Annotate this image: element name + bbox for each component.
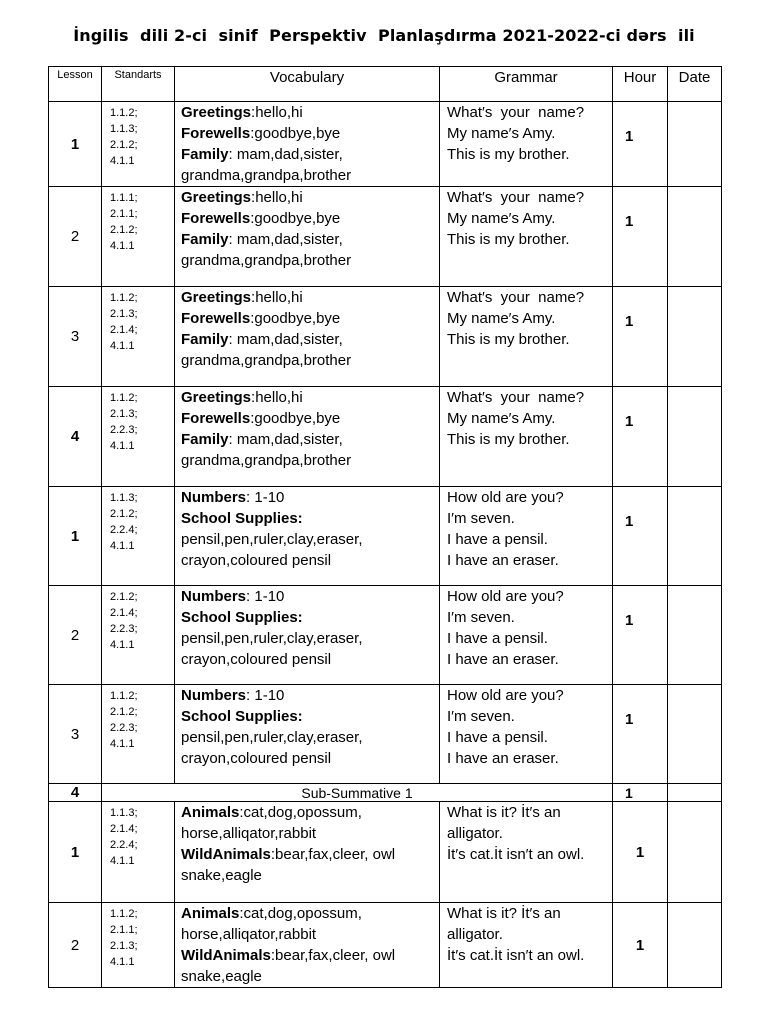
vocabulary-line xyxy=(181,144,439,165)
standard-code: 1.1.3; xyxy=(110,492,138,504)
table-body-2 xyxy=(49,802,722,988)
vocabulary-value: :hello,hi xyxy=(251,289,303,306)
grammar-line: I′m seven. xyxy=(447,510,515,527)
hour-cell: 1 xyxy=(613,187,668,287)
vocabulary-cell xyxy=(175,903,440,988)
vocabulary-line xyxy=(181,123,439,144)
vocabulary-key: Forewells xyxy=(181,310,251,327)
vocabulary-line xyxy=(181,508,439,529)
vocabulary-key: Forewells xyxy=(181,410,251,427)
vocabulary-cell xyxy=(175,287,440,387)
vocabulary-value: snake,eagle xyxy=(181,867,262,884)
hour-cell: 1 xyxy=(613,903,668,988)
lesson-cell: 2 xyxy=(49,187,102,287)
summative-hour: 1 xyxy=(613,784,668,802)
vocabulary-value: horse,alliqator,rabbit xyxy=(181,926,317,943)
standard-code: 2.2.4; xyxy=(110,524,138,536)
standard-code: 4.1.1 xyxy=(110,738,135,750)
vocabulary-value: :bear,fax,cleer, owl xyxy=(270,846,396,863)
vocabulary-line xyxy=(181,865,439,886)
standard-code: 2.2.3; xyxy=(110,623,138,635)
vocabulary-cell xyxy=(175,802,440,903)
vocabulary-line xyxy=(181,649,439,670)
summative-label: Sub-Summative 1 xyxy=(102,784,613,802)
standard-code: 1.1.2; xyxy=(110,908,138,920)
grammar-line: I have an eraser. xyxy=(447,552,559,569)
standards-cell xyxy=(102,685,175,784)
standard-code: 2.1.2; xyxy=(110,591,138,603)
grammar-line: I have a pensil. xyxy=(447,630,548,647)
vocabulary-cell xyxy=(175,685,440,784)
standard-code: 2.1.2; xyxy=(110,508,138,520)
vocabulary-key: Family xyxy=(181,146,229,163)
standard-code: 2.2.3; xyxy=(110,424,138,436)
date-cell xyxy=(668,903,722,988)
standard-code: 1.1.2; xyxy=(110,292,138,304)
standard-code: 2.1.3; xyxy=(110,308,138,320)
hour-cell: 1 xyxy=(613,387,668,487)
vocabulary-value: pensil,pen,ruler,clay,eraser, xyxy=(181,630,363,647)
header-row xyxy=(49,67,722,102)
standard-code: 1.1.3; xyxy=(110,123,138,135)
vocabulary-line xyxy=(181,966,439,987)
table-body-1 xyxy=(49,102,722,784)
vocabulary-cell xyxy=(175,586,440,685)
vocabulary-value: :bear,fax,cleer, owl xyxy=(270,947,396,964)
vocabulary-value: :goodbye,bye xyxy=(250,410,341,427)
standard-code: 4.1.1 xyxy=(110,240,135,252)
header-lesson: Lesson xyxy=(49,67,102,102)
grammar-line: I′m seven. xyxy=(447,609,515,626)
vocabulary-line xyxy=(181,924,439,945)
standard-code: 2.1.3; xyxy=(110,408,138,420)
grammar-line: alligator. xyxy=(447,825,503,842)
vocabulary-key: School Supplies: xyxy=(181,510,303,527)
standard-code: 2.1.2; xyxy=(110,706,138,718)
grammar-line: This is my brother. xyxy=(447,431,570,448)
vocabulary-line xyxy=(181,706,439,727)
grammar-cell xyxy=(440,102,613,187)
vocabulary-key: Animals xyxy=(181,905,240,922)
vocabulary-key: Family xyxy=(181,331,229,348)
standards-cell xyxy=(102,586,175,685)
vocabulary-line xyxy=(181,408,439,429)
grammar-line: What′s your name? xyxy=(447,104,585,121)
date-cell xyxy=(668,802,722,903)
vocabulary-value: :goodbye,bye xyxy=(250,125,341,142)
vocabulary-line xyxy=(181,387,439,408)
vocabulary-line xyxy=(181,550,439,571)
plan-table xyxy=(48,66,722,988)
vocabulary-value: : 1-10 xyxy=(246,588,285,605)
vocabulary-line xyxy=(181,308,439,329)
lesson-cell: 3 xyxy=(49,287,102,387)
grammar-cell xyxy=(440,685,613,784)
standard-code: 2.1.1; xyxy=(110,208,138,220)
vocabulary-value: pensil,pen,ruler,clay,eraser, xyxy=(181,531,363,548)
standard-code: 2.1.4; xyxy=(110,324,138,336)
vocabulary-cell xyxy=(175,102,440,187)
vocabulary-line xyxy=(181,429,439,450)
vocabulary-key: School Supplies: xyxy=(181,708,303,725)
vocabulary-line xyxy=(181,102,439,123)
standards-cell xyxy=(102,387,175,487)
vocabulary-value: :goodbye,bye xyxy=(250,310,341,327)
grammar-cell xyxy=(440,187,613,287)
grammar-cell xyxy=(440,287,613,387)
vocabulary-key: Greetings xyxy=(181,389,252,406)
vocabulary-line xyxy=(181,250,439,271)
vocabulary-value: : 1-10 xyxy=(246,489,285,506)
vocabulary-value: crayon,coloured pensil xyxy=(181,750,332,767)
standard-code: 4.1.1 xyxy=(110,340,135,352)
grammar-cell xyxy=(440,802,613,903)
hour-cell: 1 xyxy=(613,802,668,903)
standard-code: 4.1.1 xyxy=(110,540,135,552)
grammar-line: İt′s cat.İt isn′t an owl. xyxy=(447,846,585,863)
vocabulary-key: Animals xyxy=(181,804,240,821)
date-cell xyxy=(668,287,722,387)
standards-cell xyxy=(102,102,175,187)
standards-cell xyxy=(102,903,175,988)
vocabulary-key: Family xyxy=(181,431,229,448)
table-row xyxy=(49,487,722,586)
vocabulary-value: : mam,dad,sister, xyxy=(228,331,343,348)
vocabulary-key: Numbers xyxy=(181,489,247,506)
standard-code: 1.1.2; xyxy=(110,392,138,404)
vocabulary-value: : mam,dad,sister, xyxy=(228,431,343,448)
header-standards: Standarts xyxy=(102,67,175,102)
standard-code: 1.1.2; xyxy=(110,107,138,119)
standard-code: 2.1.3; xyxy=(110,940,138,952)
date-cell xyxy=(668,387,722,487)
vocabulary-value: grandma,grandpa,brother xyxy=(181,352,352,369)
vocabulary-key: WildAnimals xyxy=(181,947,271,964)
grammar-line: I have a pensil. xyxy=(447,729,548,746)
standard-code: 1.1.1; xyxy=(110,192,138,204)
standard-code: 2.1.2; xyxy=(110,139,138,151)
vocabulary-key: Family xyxy=(181,231,229,248)
date-cell xyxy=(668,685,722,784)
date-cell xyxy=(668,102,722,187)
vocabulary-line xyxy=(181,748,439,769)
vocabulary-line xyxy=(181,607,439,628)
hour-cell: 1 xyxy=(613,586,668,685)
standard-code: 1.1.2; xyxy=(110,690,138,702)
summative-lesson: 4 xyxy=(49,784,102,802)
vocabulary-value: : mam,dad,sister, xyxy=(228,146,343,163)
standard-code: 4.1.1 xyxy=(110,956,135,968)
standard-code: 2.2.4; xyxy=(110,839,138,851)
vocabulary-line xyxy=(181,487,439,508)
table-row xyxy=(49,586,722,685)
vocabulary-value: crayon,coloured pensil xyxy=(181,552,332,569)
grammar-line: What is it? İt′s an xyxy=(447,804,561,821)
table-row xyxy=(49,102,722,187)
table-row xyxy=(49,802,722,903)
vocabulary-cell xyxy=(175,387,440,487)
vocabulary-key: Forewells xyxy=(181,210,251,227)
grammar-cell xyxy=(440,586,613,685)
vocabulary-key: Greetings xyxy=(181,289,252,306)
vocabulary-line xyxy=(181,187,439,208)
vocabulary-value: :hello,hi xyxy=(251,104,303,121)
standard-code: 4.1.1 xyxy=(110,639,135,651)
grammar-line: I have a pensil. xyxy=(447,531,548,548)
grammar-line: This is my brother. xyxy=(447,231,570,248)
vocabulary-line xyxy=(181,208,439,229)
standard-code: 4.1.1 xyxy=(110,155,135,167)
vocabulary-value: grandma,grandpa,brother xyxy=(181,252,352,269)
grammar-line: What′s your name? xyxy=(447,189,585,206)
lesson-cell: 2 xyxy=(49,586,102,685)
grammar-line: How old are you? xyxy=(447,588,564,605)
hour-cell: 1 xyxy=(613,487,668,586)
vocabulary-value: : mam,dad,sister, xyxy=(228,231,343,248)
vocabulary-line xyxy=(181,450,439,471)
vocabulary-cell xyxy=(175,187,440,287)
grammar-line: What′s your name? xyxy=(447,289,585,306)
vocabulary-line xyxy=(181,945,439,966)
grammar-line: What′s your name? xyxy=(447,389,585,406)
grammar-line: My name′s Amy. xyxy=(447,410,556,427)
header-grammar: Grammar xyxy=(440,67,613,102)
vocabulary-value: :cat,dog,opossum, xyxy=(239,905,362,922)
vocabulary-key: School Supplies: xyxy=(181,609,303,626)
lesson-cell: 1 xyxy=(49,102,102,187)
hour-cell: 1 xyxy=(613,287,668,387)
vocabulary-line xyxy=(181,628,439,649)
vocabulary-value: : 1-10 xyxy=(246,687,285,704)
vocabulary-value: pensil,pen,ruler,clay,eraser, xyxy=(181,729,363,746)
vocabulary-line xyxy=(181,586,439,607)
grammar-line: I have an eraser. xyxy=(447,750,559,767)
grammar-line: This is my brother. xyxy=(447,146,570,163)
vocabulary-key: Forewells xyxy=(181,125,251,142)
summative-date xyxy=(668,784,722,802)
grammar-cell xyxy=(440,387,613,487)
vocabulary-value: grandma,grandpa,brother xyxy=(181,452,352,469)
date-cell xyxy=(668,187,722,287)
grammar-line: How old are you? xyxy=(447,489,564,506)
standard-code: 2.1.2; xyxy=(110,224,138,236)
vocabulary-line xyxy=(181,165,439,186)
vocabulary-line xyxy=(181,903,439,924)
grammar-line: What is it? İt′s an xyxy=(447,905,561,922)
header-date: Date xyxy=(668,67,722,102)
vocabulary-cell xyxy=(175,487,440,586)
vocabulary-line xyxy=(181,844,439,865)
header-vocabulary: Vocabulary xyxy=(175,67,440,102)
vocabulary-line xyxy=(181,350,439,371)
page-title: İngilis dili 2-ci sinif Perspektiv Planlaşdırma 2021-2022-ci dərs ili xyxy=(73,26,695,45)
grammar-line: alligator. xyxy=(447,926,503,943)
vocabulary-line xyxy=(181,727,439,748)
lesson-cell: 4 xyxy=(49,387,102,487)
grammar-cell xyxy=(440,487,613,586)
grammar-line: İt′s cat.İt isn′t an owl. xyxy=(447,947,585,964)
standard-code: 2.2.3; xyxy=(110,722,138,734)
vocabulary-key: Numbers xyxy=(181,687,247,704)
vocabulary-value: crayon,coloured pensil xyxy=(181,651,332,668)
lesson-cell: 3 xyxy=(49,685,102,784)
grammar-line: How old are you? xyxy=(447,687,564,704)
summative-section xyxy=(49,784,722,802)
table-row xyxy=(49,685,722,784)
grammar-line: My name′s Amy. xyxy=(447,125,556,142)
vocabulary-line xyxy=(181,329,439,350)
lesson-cell: 1 xyxy=(49,802,102,903)
vocabulary-value: horse,alliqator,rabbit xyxy=(181,825,317,842)
standards-cell xyxy=(102,487,175,586)
table-row xyxy=(49,903,722,988)
vocabulary-key: Numbers xyxy=(181,588,247,605)
vocabulary-line xyxy=(181,229,439,250)
vocabulary-value: :hello,hi xyxy=(251,389,303,406)
vocabulary-line xyxy=(181,823,439,844)
vocabulary-line xyxy=(181,287,439,308)
standard-code: 1.1.3; xyxy=(110,807,138,819)
grammar-line: I have an eraser. xyxy=(447,651,559,668)
hour-cell: 1 xyxy=(613,685,668,784)
grammar-line: My name′s Amy. xyxy=(447,210,556,227)
vocabulary-key: Greetings xyxy=(181,104,252,121)
table-row xyxy=(49,387,722,487)
standards-cell xyxy=(102,802,175,903)
standard-code: 4.1.1 xyxy=(110,440,135,452)
summative-row xyxy=(49,784,722,802)
standard-code: 2.1.1; xyxy=(110,924,138,936)
vocabulary-key: WildAnimals xyxy=(181,846,271,863)
standards-cell xyxy=(102,187,175,287)
grammar-cell xyxy=(440,903,613,988)
vocabulary-line xyxy=(181,529,439,550)
table-row xyxy=(49,187,722,287)
date-cell xyxy=(668,586,722,685)
standard-code: 2.1.4; xyxy=(110,607,138,619)
header-hour: Hour xyxy=(613,67,668,102)
vocabulary-value: :cat,dog,opossum, xyxy=(239,804,362,821)
standards-cell xyxy=(102,287,175,387)
vocabulary-key: Greetings xyxy=(181,189,252,206)
table-row xyxy=(49,287,722,387)
standard-code: 4.1.1 xyxy=(110,855,135,867)
vocabulary-value: :hello,hi xyxy=(251,189,303,206)
standard-code: 2.1.4; xyxy=(110,823,138,835)
hour-cell: 1 xyxy=(613,102,668,187)
vocabulary-line xyxy=(181,802,439,823)
vocabulary-value: snake,eagle xyxy=(181,968,262,985)
vocabulary-value: grandma,grandpa,brother xyxy=(181,167,352,184)
grammar-line: My name′s Amy. xyxy=(447,310,556,327)
lesson-cell: 1 xyxy=(49,487,102,586)
grammar-line: This is my brother. xyxy=(447,331,570,348)
date-cell xyxy=(668,487,722,586)
vocabulary-line xyxy=(181,685,439,706)
lesson-cell: 2 xyxy=(49,903,102,988)
grammar-line: I′m seven. xyxy=(447,708,515,725)
vocabulary-value: :goodbye,bye xyxy=(250,210,341,227)
